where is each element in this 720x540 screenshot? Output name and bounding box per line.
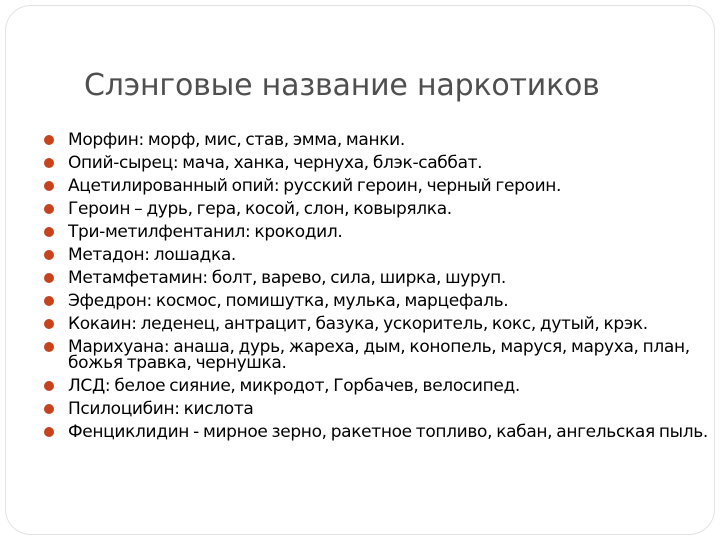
bullet-icon — [44, 319, 54, 329]
bullet-icon — [44, 381, 54, 391]
list-item-text: Морфин: морф, мис, став, эмма, манки. — [68, 130, 405, 150]
list-item — [42, 293, 720, 309]
list-item — [42, 378, 720, 394]
list-item-text: Фенциклидин - мирное зерно, ракетное топливо, кабан, ангельская пыль. — [68, 422, 708, 442]
bullet-icon — [44, 296, 54, 306]
list-item — [42, 155, 720, 171]
bullet-icon — [44, 158, 54, 168]
list-item-text: Метамфетамин: болт, варево, сила, ширка, шуруп. — [68, 268, 506, 288]
list-item-text: Ацетилированный опий: русский героин, черный героин. — [68, 176, 562, 196]
bullet-icon — [44, 135, 54, 145]
bullet-icon — [44, 181, 54, 191]
list-item — [42, 316, 720, 332]
slide-title: Слэнговые название наркотиков — [84, 68, 600, 103]
list-item — [42, 132, 720, 148]
list-item — [42, 270, 720, 286]
list-item-text: Опий-сырец: мача, ханка, чернуха, блэк-саббат. — [68, 153, 483, 173]
bullet-icon — [44, 204, 54, 214]
bullet-icon — [44, 404, 54, 414]
list-item-text: Метадон: лошадка. — [68, 245, 236, 265]
bullet-icon — [44, 227, 54, 237]
list-item-text: Три-метилфентанил: крокодил. — [68, 222, 343, 242]
list-item — [42, 401, 720, 417]
list-item — [42, 424, 720, 440]
list-item — [42, 201, 720, 217]
bullet-icon — [44, 250, 54, 260]
slide — [5, 5, 715, 535]
list-item-text: Псилоцибин: кислота — [68, 399, 254, 419]
list-item-text: Эфедрон: космос, помишутка, мулька, марцефаль. — [68, 291, 509, 311]
list-item-text: Героин – дурь, гера, косой, слон, ковырялка. — [68, 199, 452, 219]
list-item-text: Марихуана: анаша, дурь, жареха, дым, конопель, маруся, маруха, план, божья травка, чернушка. — [68, 337, 690, 373]
bullet-icon — [44, 342, 54, 352]
bullet-icon — [44, 273, 54, 283]
bullet-icon — [44, 427, 54, 437]
list-item-text: ЛСД: белое сияние, микродот, Горбачев, велосипед. — [68, 376, 520, 396]
list-item-text: Кокаин: леденец, антрацит, базука, ускоритель, кокс, дутый, крэк. — [68, 314, 648, 334]
list-item — [42, 247, 720, 263]
list-item — [42, 178, 720, 194]
bullet-list — [42, 132, 720, 447]
list-item — [42, 339, 720, 371]
list-item — [42, 224, 720, 240]
